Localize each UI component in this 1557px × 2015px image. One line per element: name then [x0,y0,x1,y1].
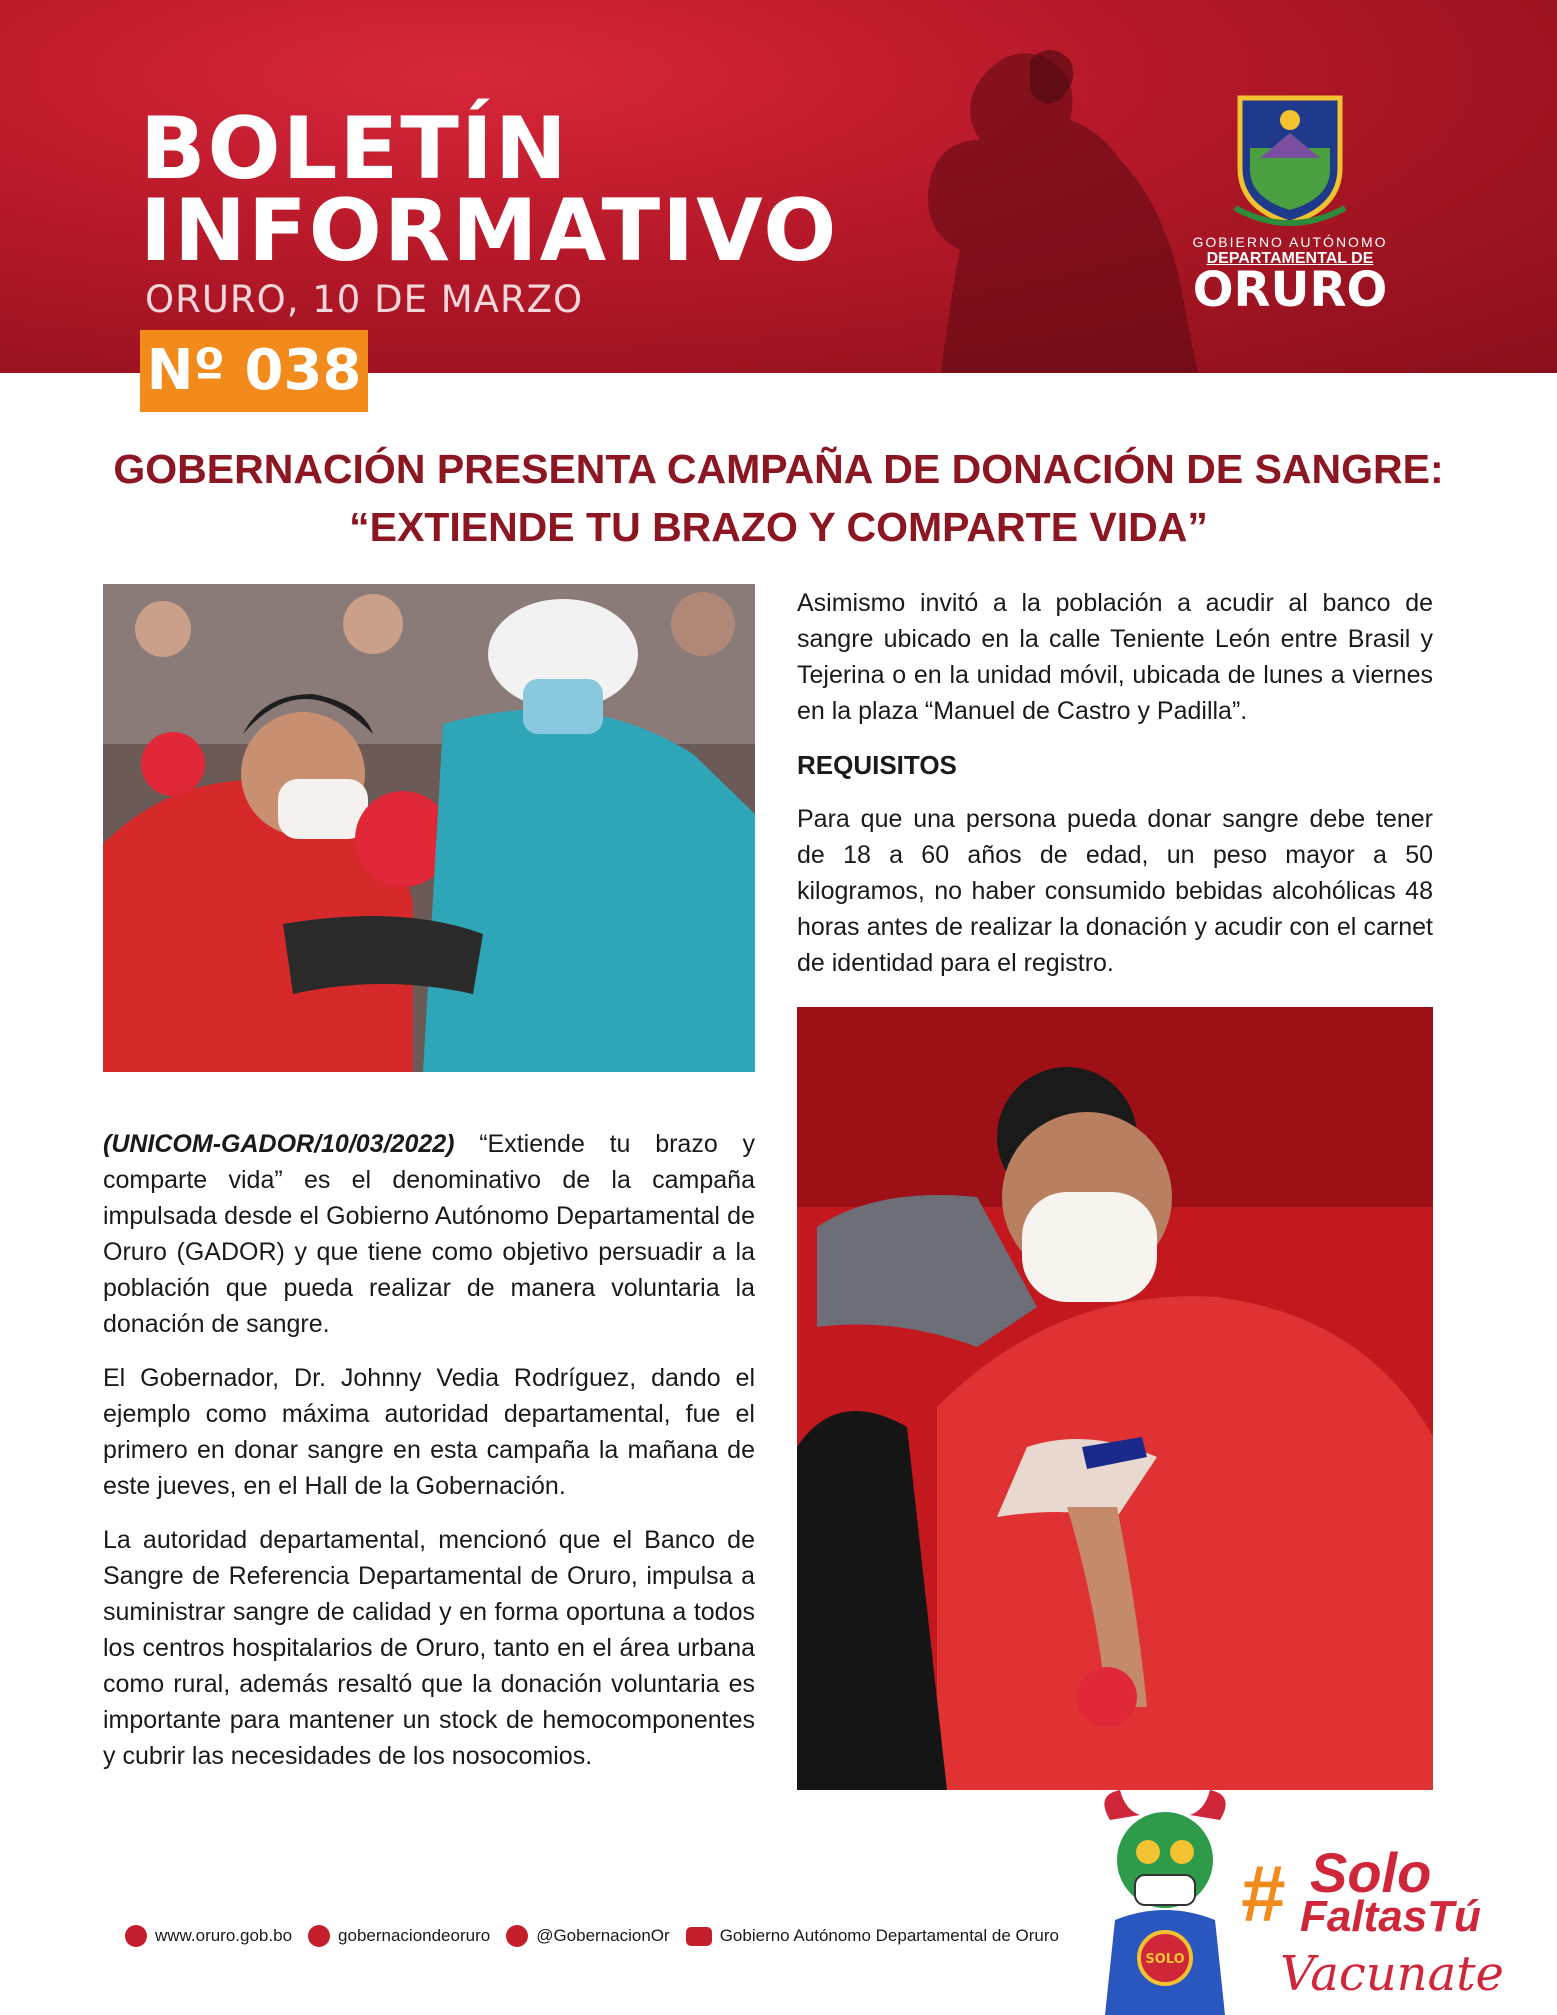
article-right-column [797,585,1433,999]
footer-facebook-text: gobernaciondeoruro [338,1926,491,1945]
footer-web[interactable] [125,1925,292,1947]
facebook-icon [308,1925,330,1947]
vaccine-mascot-icon [1090,1790,1240,2015]
globe-icon [125,1925,147,1947]
gov-name-mid: DEPARTAMENTAL DE [1206,250,1374,267]
footer-twitter-text: @GobernacionOr [536,1926,670,1945]
article-paragraph-1 [103,1126,755,1342]
mascot-badge-text: SOLO [1145,1952,1185,1967]
title-line-1: BOLETÍN [140,99,569,199]
bulletin-number-badge: Nº 038 [140,330,368,412]
article-headline [80,440,1477,556]
article-paragraph-5: Para que una persona pueda donar sangre debe tener de 18 a 60 años de edad, un peso mayor a 50 kilogramos, no haber consumido bebidas alcohólicas 48 horas antes de realizar la donación y acudir con el carnet de identidad para el registro. [797,805,1433,977]
gov-name-big: ORURO [1192,262,1388,318]
statue-silhouette [830,20,1250,373]
oruro-crest-icon [1230,88,1350,228]
footer-youtube-text: Gobierno Autónomo Departamental de Oruro [719,1926,1059,1945]
slogan-hash: # [1240,1849,1285,1938]
footer-youtube[interactable] [686,1926,1059,1946]
title-line-2: INFORMATIVO [140,181,839,281]
article-paragraph-3: La autoridad departamental, mencionó que el Banco de Sangre de Referencia Departamental de Oruro, impulsa a suministrar sangre de calidad y en forma oportuna a todos los centros hospitalarios de Oruro, tanto en el área urbana como rural, además resaltó que la donación voluntaria es importante para mantener un stock de hemocomponentes y cubrir las necesidades de los nosocomios. [103,1526,755,1770]
bulletin-date: ORURO, 10 DE MARZO [145,278,584,321]
requirements-heading: REQUISITOS [797,750,957,780]
slogan-vacunate: Vacunate [1280,1946,1504,2002]
twitter-icon [506,1925,528,1947]
footer-twitter[interactable] [506,1925,670,1947]
article-paragraph-4: Asimismo invitó a la población a acudir al banco de sangre ubicado en la calle Teniente León entre Brasil y Tejerina o en la unidad móvil, ubicada de lunes a viernes en la plaza “Manuel de Castro y Padilla”. [797,589,1433,725]
photo-governor-donation [103,584,755,1072]
bulletin-title [140,99,839,281]
article-source-tag: (UNICOM-GADOR/10/03/2022) [103,1130,455,1158]
header-banner [0,0,1557,373]
article-paragraph-2: El Gobernador, Dr. Johnny Vedia Rodríguez, dando el ejemplo como máxima autoridad departamental, fue el primero en donar sangre en esta campaña la mañana de este jueves, en el Hall de la Gobernación. [103,1364,755,1500]
article-paragraph-1-text: “Extiende tu brazo y comparte vida” es el denominativo de la campaña impulsada desde el Gobierno Autónomo Departamental de Oruro (GADOR) y que tiene como objetivo persuadir a la población que pueda realizar de manera voluntaria la donación de sangre. [103,1130,755,1338]
footer-facebook[interactable] [308,1925,490,1947]
headline-line-2: “EXTIENDE TU BRAZO Y COMPARTE VIDA” [349,504,1208,550]
gov-name-small: GOBIERNO AUTÓNOMO [1192,234,1388,250]
slogan-faltas-tu: FaltasTú [1300,1892,1481,1941]
photo-governor-on-stretcher [797,1007,1433,1790]
headline-line-1: GOBERNACIÓN PRESENTA CAMPAÑA DE DONACIÓN DE SANGRE: [113,446,1444,492]
youtube-icon [686,1927,712,1946]
footer-contacts [125,1918,1075,1954]
campaign-slogan [1240,1840,1504,2010]
footer-web-text: www.oruro.gob.bo [155,1926,293,1945]
slogan-solo: Solo [1310,1841,1432,1904]
article-left-column [103,1126,755,1792]
